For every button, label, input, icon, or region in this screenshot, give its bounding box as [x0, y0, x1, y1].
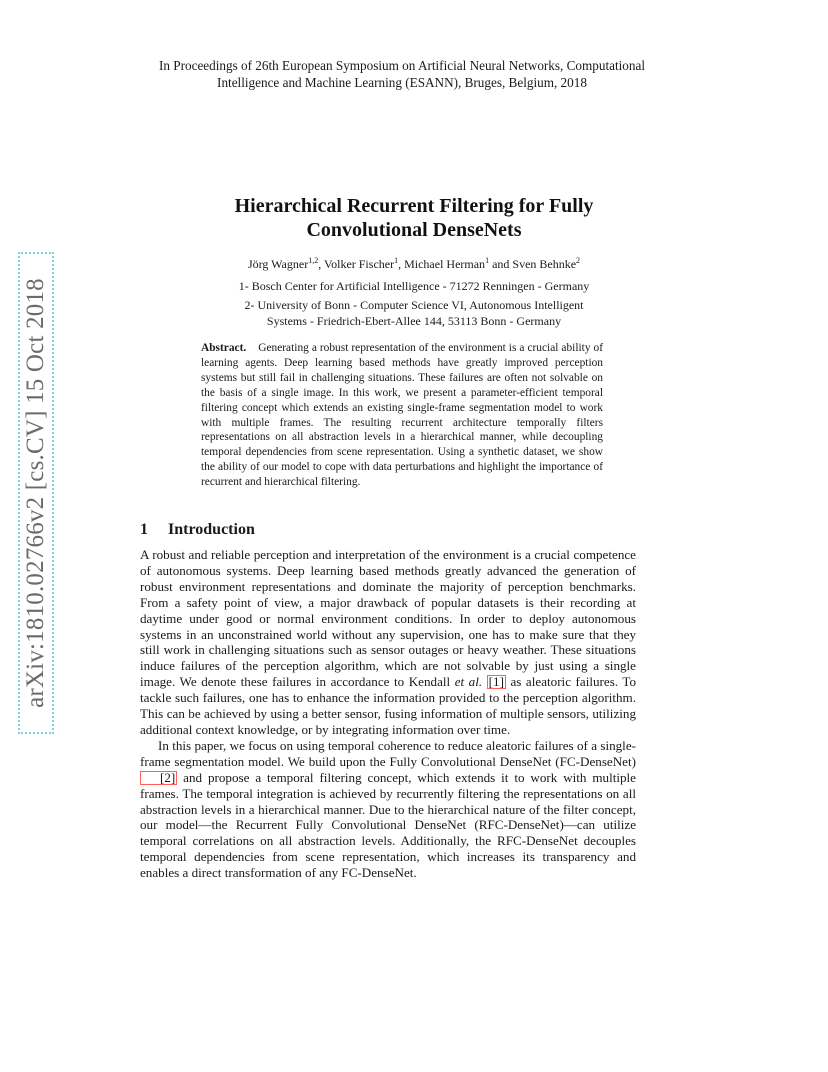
section-number: 1 — [140, 521, 148, 538]
author-list — [160, 253, 668, 272]
paragraph-2 — [140, 738, 636, 881]
author-name: Jörg Wagner — [247, 257, 309, 271]
citation-link[interactable]: [2] — [140, 771, 177, 785]
affiliation-2-line-2: Systems - Friedrich-Ebert-Allee 144, 53113 Bonn - Germany — [266, 314, 562, 328]
affiliation-2-line-1: 2- University of Bonn - Computer Science VI, Autonomous Intelligent — [244, 298, 584, 312]
author-affiliation-mark: 2 — [576, 256, 581, 265]
arxiv-identifier[interactable]: arXiv:1810.02766v2 [cs.CV] 15 Oct 2018 — [22, 278, 49, 708]
title-line-1: Hierarchical Recurrent Filtering for Fully — [234, 195, 594, 217]
section-title: Introduction — [168, 521, 255, 538]
citation-link[interactable]: [1] — [488, 674, 504, 690]
author-affiliation-mark: 1,2 — [308, 256, 319, 265]
author-separator: , — [398, 257, 405, 271]
venue-line-1: In Proceedings of 26th European Symposium on Artificial Neural Networks, Computational — [158, 58, 646, 73]
abstract-text: Generating a robust representation of the environment is a crucial ability of learning agents. Deep learning based methods have greatly improved perception systems but still fail in challenging situations. These failures are often not solvable on the basis of a single image. In this work, we present a parameter-efficient temporal filtering concept which extends an existing single-frame segmentation model to work with multiple frames. The resulting recurrent architecture temporally filters representations on all abstraction levels in a hierarchical manner, while decoupling temporal dependencies from scene representation. Using a synthetic dataset, we show the ability of our model to cope with data perturbations and highlight the importance of recurrent and hierarchical filtering. — [201, 342, 604, 489]
abstract-label: Abstract. — [201, 342, 247, 354]
venue-header — [100, 57, 704, 91]
affiliation-1: 1- Bosch Center for Artificial Intelligence - 71272 Renningen - Germany — [238, 279, 590, 293]
author-name: Sven Behnke — [512, 257, 577, 271]
author-separator: and — [489, 257, 513, 271]
citation-number: 1 — [493, 674, 500, 690]
venue-line-2: Intelligence and Machine Learning (ESANN), Bruges, Belgium, 2018 — [217, 75, 587, 90]
body-text — [140, 547, 636, 881]
author-name: Michael Herman — [404, 257, 486, 271]
author-affiliation-mark: 1 — [485, 256, 490, 265]
author-separator: , — [318, 257, 324, 271]
paragraph-text: A robust and reliable perception and interpretation of the environment is a crucial competence of autonomous systems. Deep learning based methods greatly advanced the generation of robust environment representations and dominate the majority of perception benchmarks. From a safety point of view, a major drawback of popular datasets is their recording at daytime under good or normal environment conditions. In order to deploy autonomous systems in an unconstrained world without any supervision, one has to make sure that they still work in challenging situations such as sensor outages or heavy weather. These situations induce failures of the perception algorithm, which are not solvable by just using a single image. We denote these failures in accordance to Kendall — [140, 547, 636, 690]
et-al: et al. — [454, 674, 483, 690]
title-line-2: Convolutional DenseNets — [306, 219, 522, 241]
affiliation-2 — [160, 297, 668, 329]
paragraph-text: as aleatoric failures. To tackle such failures, one has to enhance the information provided to the perception algorithm. This can be achieved by using a better sensor, fusing information of multiple sensors, utilizing additional context knowledge, or by integrating information over time. — [140, 674, 636, 737]
paragraph-1 — [140, 547, 636, 738]
citation-number: 2 — [164, 769, 171, 785]
paragraph-text: and propose a temporal filtering concept, which extends it to work with multiple frames. The temporal integration is achieved by recurrently filtering the representations on all abstraction levels in a hierarchical manner. Due to the hierarchical nature of the filter concept, our model—the Recurrent Fully Convolutional DenseNet (RFC-DenseNet)—can utilize temporal correlations on all abstraction levels. Additionally, the RFC-DenseNet decouples temporal dependencies from scene representation, which increases its transparency and enables a direct transformation of any FC-DenseNet. — [140, 769, 636, 881]
section-heading — [140, 521, 255, 539]
author-name: Volker Fischer — [323, 257, 395, 271]
author-affiliation-mark: 1 — [394, 256, 399, 265]
paragraph-text: In this paper, we focus on using temporal coherence to reduce aleatoric failures of a single-frame segmentation model. We build upon the Fully Convolutional DenseNet (FC-DenseNet) — [140, 737, 636, 769]
paper-title — [160, 194, 668, 242]
abstract — [201, 341, 603, 490]
